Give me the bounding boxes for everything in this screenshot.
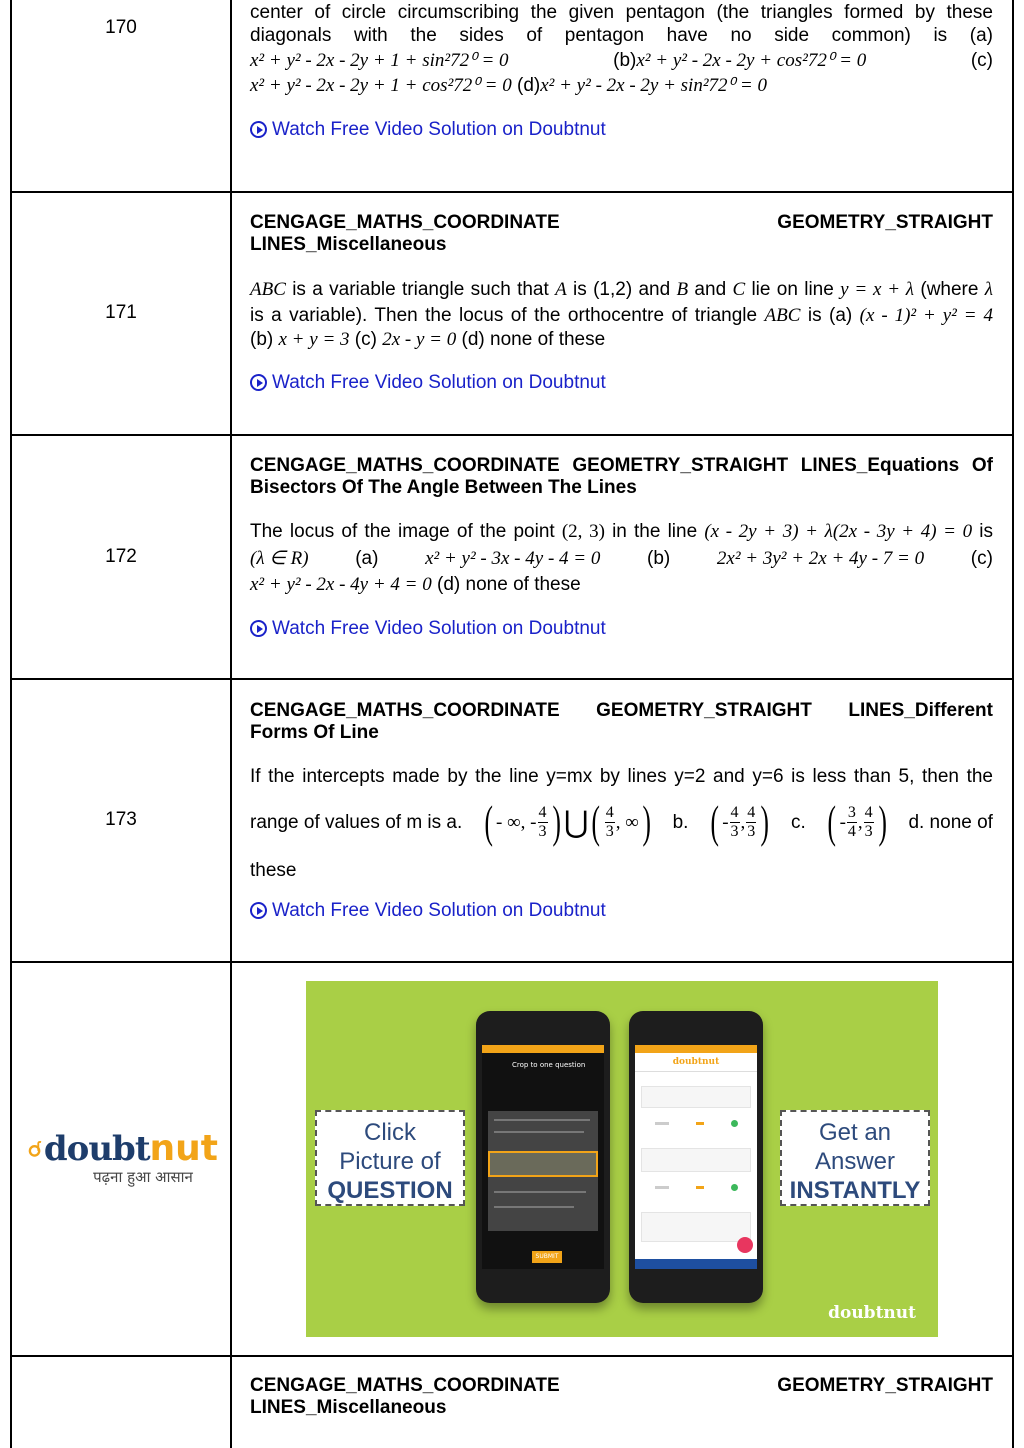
table-border-left <box>10 0 12 1448</box>
question-number: 172 <box>105 546 137 567</box>
options-line <box>250 74 993 97</box>
play-circle-icon <box>250 121 267 138</box>
question-line: center of circle circumscribing the given pentagon (the triangles formed by these <box>250 2 993 23</box>
video-link-label: Watch Free Video Solution on Doubtnut <box>272 372 606 393</box>
get-answer-box: Get an Answer INSTANTLY <box>780 1110 930 1206</box>
topic-heading: CENGAGE_MATHS_COORDINATE GEOMETRY_STRAIGHT LINES_Different <box>250 700 993 721</box>
question-number: 171 <box>105 302 137 323</box>
topic-heading <box>250 211 993 234</box>
video-solution-link[interactable] <box>250 118 993 141</box>
click-picture-box: Click Picture of QUESTION <box>315 1110 465 1206</box>
phone-answers-mockup: doubtnut <box>629 1011 763 1303</box>
row-divider <box>10 961 1014 963</box>
topic-text: CENGAGE_MATHS_COORDINATE <box>250 212 560 233</box>
play-circle-icon <box>250 620 267 637</box>
phone-camera-mockup: Crop to one question SUBMIT <box>476 1011 610 1303</box>
interval-expression: ( - $\frac{3}{4}$ , $\frac{4}{3}$ ) <box>827 796 887 847</box>
options-line <box>250 49 993 72</box>
topic-heading-line2: Forms Of Line <box>250 722 379 743</box>
interval-expression: ( - ∞, - $\frac{4}{3}$ ) ⋃ ( $\frac{4}{3}$ , ∞ ) <box>484 796 651 847</box>
video-link-label: Watch Free Video Solution on Doubtnut <box>272 119 606 140</box>
video-solution-link[interactable] <box>250 371 993 394</box>
row-divider <box>10 434 1014 436</box>
question-text: ABC is a variable triangle such that A is (1,2) and B and C lie on line y = x + λ (where λ is a variable). Then the locus of the orthocentre of triangle ABC is (a) (x - 1)² + y² = 4 (b) x + y = 3 (c) 2x - y = 0 (d) none of these <box>250 279 994 350</box>
option-c: x² + y² - 2x - 2y + 1 + cos²72⁰ = 0 <box>250 75 512 96</box>
topic-heading: CENGAGE_MATHS_COORDINATE GEOMETRY_STRAIGHT <box>250 1375 993 1396</box>
table-column-divider <box>230 0 232 1448</box>
doubtnut-logo: doubt nut पढ़ना हुआ आसान <box>28 1128 218 1187</box>
play-circle-icon <box>250 374 267 391</box>
option-c-label: (c) <box>970 50 993 71</box>
question-text <box>250 1 993 97</box>
row-divider <box>10 1355 1014 1357</box>
question-line: diagonals with the sides of pentagon have no side common) is (a) <box>250 25 993 46</box>
question-number: 173 <box>105 809 137 830</box>
option-d: x² + y² - 2x - 2y + sin²72⁰ = 0 <box>540 75 767 96</box>
option-a: x² + y² - 2x - 2y + 1 + sin²72⁰ = 0 <box>250 50 509 71</box>
video-solution-link[interactable] <box>250 899 993 922</box>
play-circle-icon <box>250 902 267 919</box>
interval-expression: ( - $\frac{4}{3}$ , $\frac{4}{3}$ ) <box>710 796 770 847</box>
option-b: (b)x² + y² - 2x - 2y + cos²72⁰ = 0 <box>613 50 867 71</box>
topic-heading-line2: LINES_Miscellaneous <box>250 234 447 255</box>
app-promo-banner[interactable] <box>306 981 938 1337</box>
video-link-label: Watch Free Video Solution on Doubtnut <box>272 900 606 921</box>
row-divider <box>10 678 1014 680</box>
brand-tagline: पढ़ना हुआ आसान <box>93 1168 193 1186</box>
question-text: If the intercepts made by the line y=mx by lines y=2 and y=6 is less than 5, then the range of values of m is a. ( - ∞, - $\frac{4}{3}$ ) ⋃ ( $\frac{4}{3}$ , ∞ ) b. ( - $\frac{4}{3}$ , $\frac{4}{3}$ ) c. ( - $\frac{3}{4}$ , $\frac{4}{3}$ ) d. none of these <box>250 766 993 881</box>
table-border-right <box>1012 0 1014 1448</box>
video-solution-link[interactable] <box>250 617 993 640</box>
doubtnut-logo-icon <box>28 1131 44 1167</box>
option-d-label: (d) <box>517 75 541 96</box>
topic-text: GEOMETRY_STRAIGHT <box>777 212 993 233</box>
row-divider <box>10 191 1014 193</box>
video-link-label: Watch Free Video Solution on Doubtnut <box>272 618 606 639</box>
question-number: 170 <box>105 17 137 38</box>
topic-heading: CENGAGE_MATHS_COORDINATE GEOMETRY_STRAIGHT LINES_Equations Of <box>250 455 993 476</box>
topic-heading-line2: Bisectors Of The Angle Between The Lines <box>250 477 637 498</box>
topic-heading-line2: LINES_Miscellaneous <box>250 1397 447 1418</box>
doubtnut-corner-logo: doubtnut <box>828 1303 916 1323</box>
question-text: The locus of the image of the point (2, 3) in the line (x - 2y + 3) + λ(2x - 3y + 4) = 0 is (λ ∈ R) (a) x² + y² - 3x - 4y - 4 = 0 (b) 2x² + 3y² + 2x + 4y - 7 = 0 (c) x² + y² - 2x - 4y + 4 = 0 (d) none of these <box>250 521 994 595</box>
submit-button: SUBMIT <box>532 1251 562 1263</box>
